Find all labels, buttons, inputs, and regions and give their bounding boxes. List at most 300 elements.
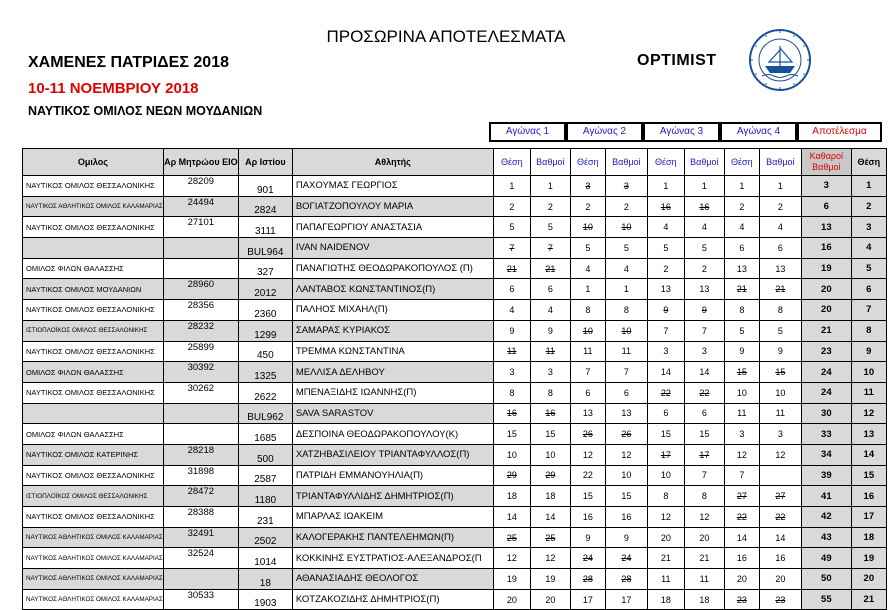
race-points-cell: 9 [605, 527, 647, 548]
federation-logo [748, 28, 812, 92]
sail-number-cell: 2502 [238, 527, 292, 548]
rank-cell: 9 [851, 341, 886, 362]
race-points-cell: 15 [684, 424, 724, 445]
race-points-cell: 6 [684, 403, 724, 424]
table-row [23, 569, 887, 590]
race-points-cell: 1 [605, 279, 647, 300]
race-position-cell: 7 [493, 238, 530, 259]
net-points-cell: 41 [801, 486, 851, 507]
club-cell: ΝΑΥΤΙΚΟΣ ΟΜΙΛΟΣ ΘΕΣΣΑΛΟΝΙΚΗΣ [23, 341, 164, 362]
race-position-cell: 8 [724, 300, 759, 321]
race-position-cell: 28 [570, 569, 605, 590]
club-cell: ΝΑΥΤΙΚΟΣ ΑΘΛΗΤΙΚΟΣ ΟΜΙΛΟΣ ΚΑΛΑΜΑΡΙΑΣ [23, 527, 164, 548]
athlete-cell: ΜΠΕΝΑΞΙΔΗΣ ΙΩΑΝΝΗΣ(Π) [292, 382, 493, 403]
race-position-cell: 20 [724, 569, 759, 590]
race-points-cell [759, 465, 801, 486]
race-position-cell: 16 [647, 196, 684, 217]
table-row [23, 196, 887, 217]
race-position-cell: 21 [493, 258, 530, 279]
race-points-cell: 18 [530, 486, 570, 507]
document-title: ΠΡΟΣΩΡΙΝΑ ΑΠΟΤΕΛΕΣΜΑΤΑ [326, 27, 566, 46]
rank-cell: 14 [851, 444, 886, 465]
athlete-cell: ΑΘΑΝΑΣΙΑΔΗΣ ΘΕΟΛΟΓΟΣ [292, 569, 493, 590]
sail-number-cell: 2360 [238, 300, 292, 321]
race-points-cell: 1 [530, 176, 570, 197]
col-r3-pos: Θέση [647, 149, 684, 176]
eio-cell: 25899 [163, 341, 238, 362]
race-position-cell: 5 [724, 320, 759, 341]
race-position-cell: 11 [493, 341, 530, 362]
race-points-cell: 13 [684, 279, 724, 300]
race-points-cell: 20 [684, 527, 724, 548]
sail-number-cell: 231 [238, 507, 292, 528]
race-position-cell: 6 [570, 382, 605, 403]
eio-cell: 32491 [163, 527, 238, 548]
race-position-cell: 15 [493, 424, 530, 445]
net-points-cell: 24 [801, 382, 851, 403]
club-cell: ΝΑΥΤΙΚΟΣ ΟΜΙΛΟΣ ΚΑΤΕΡΙΝΗΣ [23, 444, 164, 465]
sail-number-cell: 3111 [238, 217, 292, 238]
race-position-cell: 14 [724, 527, 759, 548]
race-points-cell: 7 [684, 320, 724, 341]
sail-number-cell: 901 [238, 176, 292, 197]
rank-cell: 2 [851, 196, 886, 217]
race-points-cell: 21 [530, 258, 570, 279]
eio-cell: 30533 [163, 589, 238, 610]
rank-cell: 17 [851, 507, 886, 528]
race-points-cell: 16 [684, 196, 724, 217]
race-points-cell: 10 [530, 444, 570, 465]
race-points-cell: 14 [684, 362, 724, 383]
race-points-cell: 9 [684, 300, 724, 321]
net-points-cell: 55 [801, 589, 851, 610]
club-cell: ΝΑΥΤΙΚΟΣ ΑΘΛΗΤΙΚΟΣ ΟΜΙΛΟΣ ΚΑΛΑΜΑΡΙΑΣ [23, 569, 164, 590]
net-points-cell: 21 [801, 320, 851, 341]
sail-number-cell: 18 [238, 569, 292, 590]
rank-cell: 16 [851, 486, 886, 507]
race-position-cell: 22 [647, 382, 684, 403]
race-points-cell: 4 [530, 300, 570, 321]
athlete-cell: ΠΑΧΟΥΜΑΣ ΓΕΩΡΓΙΟΣ [292, 176, 493, 197]
sail-number-cell: 1180 [238, 486, 292, 507]
race-points-cell: 8 [530, 382, 570, 403]
race-points-cell: 10 [605, 465, 647, 486]
table-row [23, 341, 887, 362]
race-points-cell: 2 [759, 196, 801, 217]
net-points-cell: 13 [801, 217, 851, 238]
race-points-cell: 23 [759, 589, 801, 610]
race-position-cell: 13 [724, 258, 759, 279]
race-position-cell: 4 [570, 258, 605, 279]
race-points-cell: 6 [759, 238, 801, 259]
race-position-cell: 9 [724, 341, 759, 362]
table-row [23, 279, 887, 300]
eio-cell: 28388 [163, 507, 238, 528]
table-row [23, 382, 887, 403]
club-cell: ΝΑΥΤΙΚΟΣ ΟΜΙΛΟΣ ΘΕΣΣΑΛΟΝΙΚΗΣ [23, 176, 164, 197]
race-points-cell: 7 [684, 465, 724, 486]
race-points-cell: 11 [605, 341, 647, 362]
race-position-cell: 5 [493, 217, 530, 238]
net-points-cell: 24 [801, 362, 851, 383]
net-points-cell: 39 [801, 465, 851, 486]
race-position-cell: 2 [570, 196, 605, 217]
race-position-cell: 3 [647, 341, 684, 362]
race-position-cell: 20 [493, 589, 530, 610]
rank-cell: 5 [851, 258, 886, 279]
race-position-cell: 7 [570, 362, 605, 383]
table-row [23, 217, 887, 238]
col-club: Ομιλος [23, 149, 164, 176]
race-position-cell: 15 [647, 424, 684, 445]
race-points-cell: 14 [759, 527, 801, 548]
eio-cell: 28356 [163, 300, 238, 321]
race-points-cell: 10 [605, 217, 647, 238]
race-points-cell: 11 [530, 341, 570, 362]
race-position-cell: 5 [570, 238, 605, 259]
col-r2-pos: Θέση [570, 149, 605, 176]
athlete-cell: ΤΡΕΜΜΑ ΚΩΝΣΤΑΝΤΙΝΑ [292, 341, 493, 362]
race-position-cell: 26 [570, 424, 605, 445]
club-cell: ΝΑΥΤΙΚΟΣ ΟΜΙΛΟΣ ΘΕΣΣΑΛΟΝΙΚΗΣ [23, 507, 164, 528]
race-points-cell: 6 [605, 382, 647, 403]
club-cell [23, 403, 164, 424]
race-points-cell: 5 [530, 217, 570, 238]
col-r2-pts: Βαθμοί [605, 149, 647, 176]
rank-cell: 4 [851, 238, 886, 259]
race-position-cell: 12 [647, 507, 684, 528]
header-row [23, 149, 887, 176]
race-points-cell: 17 [605, 589, 647, 610]
event-title: ΧΑΜΕΝΕΣ ΠΑΤΡΙΔΕΣ 2018 [28, 54, 229, 71]
race-points-cell: 9 [759, 341, 801, 362]
race-position-cell: 3 [493, 362, 530, 383]
sail-number-cell: 450 [238, 341, 292, 362]
eio-cell: 28232 [163, 320, 238, 341]
table-row [23, 486, 887, 507]
race-points-cell: 1 [759, 176, 801, 197]
rank-cell: 12 [851, 403, 886, 424]
table-row [23, 300, 887, 321]
table-row [23, 589, 887, 610]
race-position-cell: 1 [647, 176, 684, 197]
race-position-cell: 22 [724, 507, 759, 528]
race-points-cell: 9 [530, 320, 570, 341]
eio-cell: 31898 [163, 465, 238, 486]
sail-number-cell: 2012 [238, 279, 292, 300]
race-position-cell: 10 [493, 444, 530, 465]
rank-cell: 13 [851, 424, 886, 445]
race-position-cell: 9 [570, 527, 605, 548]
race-position-cell: 6 [647, 403, 684, 424]
table-row [23, 176, 887, 197]
table-row [23, 465, 887, 486]
race-position-cell: 13 [647, 279, 684, 300]
athlete-cell: ΔΕΣΠΟΙΝΑ ΘΕΟΔΩΡΑΚΟΠΟΥΛΟΥ(Κ) [292, 424, 493, 445]
net-points-cell: 49 [801, 548, 851, 569]
sail-number-cell: 1325 [238, 362, 292, 383]
race-position-cell: 9 [493, 320, 530, 341]
race-position-cell: 5 [647, 238, 684, 259]
race-points-cell: 4 [759, 217, 801, 238]
race-points-cell: 22 [684, 382, 724, 403]
net-points-cell: 30 [801, 403, 851, 424]
race-points-cell: 2 [530, 196, 570, 217]
race-position-cell: 19 [493, 569, 530, 590]
rank-cell: 19 [851, 548, 886, 569]
athlete-cell: ΚΟΚΚΙΝΗΣ ΕΥΣΤΡΑΤΙΟΣ-ΑΛΕΞΑΝΔΡΟΣ(Π [292, 548, 493, 569]
athlete-cell: ΠΑΝΑΓΙΩΤΗΣ ΘΕΟΔΩΡΑΚΟΠΟΥΛΟΣ (Π) [292, 258, 493, 279]
race-points-cell: 3 [759, 424, 801, 445]
athlete-cell: SAVA SARASTOV [292, 403, 493, 424]
race-position-cell: 15 [724, 362, 759, 383]
net-points-cell: 6 [801, 196, 851, 217]
race-points-cell: 16 [605, 507, 647, 528]
race-position-cell: 2 [647, 258, 684, 279]
net-points-cell: 16 [801, 238, 851, 259]
race-points-cell: 10 [605, 320, 647, 341]
race-position-cell: 3 [724, 424, 759, 445]
race-position-cell: 16 [724, 548, 759, 569]
eio-cell: 30392 [163, 362, 238, 383]
sail-number-cell: BUL962 [238, 403, 292, 424]
race-points-cell: 11 [684, 569, 724, 590]
race-position-cell: 16 [493, 403, 530, 424]
eio-cell: 27101 [163, 217, 238, 238]
athlete-cell: ΤΡΙΑΝΤΑΦΥΛΛΙΔΗΣ ΔΗΜΗΤΡΙΟΣ(Π) [292, 486, 493, 507]
race-points-cell: 14 [530, 507, 570, 528]
club-cell: ΝΑΥΤΙΚΟΣ ΟΜΙΛΟΣ ΜΟΥΔΑΝΙΩΝ [23, 279, 164, 300]
table-row [23, 444, 887, 465]
eio-cell [163, 569, 238, 590]
table-row [23, 320, 887, 341]
race-position-cell: 11 [647, 569, 684, 590]
race-3-header: Αγώνας 3 [643, 122, 720, 142]
race-position-cell: 8 [570, 300, 605, 321]
table-row [23, 507, 887, 528]
race-1-header: Αγώνας 1 [489, 122, 566, 142]
club-cell: ΝΑΥΤΙΚΟΣ ΑΘΛΗΤΙΚΟΣ ΟΜΙΛΟΣ ΚΑΛΑΜΑΡΙΑΣ [23, 589, 164, 610]
race-points-cell: 24 [605, 548, 647, 569]
net-points-cell: 50 [801, 569, 851, 590]
race-position-cell: 7 [647, 320, 684, 341]
race-points-cell: 19 [530, 569, 570, 590]
club-cell: ΙΣΤΙΟΠΛΟΪΚΟΣ ΟΜΙΛΟΣ ΘΕΣΣΑΛΟΝΙΚΗΣ [23, 320, 164, 341]
race-points-cell: 15 [605, 486, 647, 507]
eio-cell [163, 258, 238, 279]
rank-cell: 1 [851, 176, 886, 197]
result-header: Αποτέλεσμα [797, 122, 882, 142]
sail-number-cell: 2587 [238, 465, 292, 486]
race-points-cell: 8 [684, 486, 724, 507]
table-row [23, 548, 887, 569]
table-row [23, 527, 887, 548]
race-position-cell: 21 [724, 279, 759, 300]
race-points-cell: 12 [684, 507, 724, 528]
race-position-cell: 8 [493, 382, 530, 403]
boat-class: OPTIMIST [637, 52, 717, 69]
athlete-cell: ΣΑΜΑΡΑΣ ΚΥΡΙΑΚΟΣ [292, 320, 493, 341]
race-position-cell: 29 [493, 465, 530, 486]
race-position-cell: 17 [570, 589, 605, 610]
race-points-cell: 2 [684, 258, 724, 279]
club-cell: ΝΑΥΤΙΚΟΣ ΟΜΙΛΟΣ ΘΕΣΣΑΛΟΝΙΚΗΣ [23, 300, 164, 321]
race-points-cell: 3 [605, 176, 647, 197]
sail-number-cell: 1903 [238, 589, 292, 610]
sail-number-cell: BUL964 [238, 238, 292, 259]
race-points-cell: 21 [684, 548, 724, 569]
race-position-cell: 14 [647, 362, 684, 383]
race-points-cell: 13 [605, 403, 647, 424]
club-cell: ΝΑΥΤΙΚΟΣ ΑΘΛΗΤΙΚΟΣ ΟΜΙΛΟΣ ΚΑΛΑΜΑΡΙΑΣ [23, 196, 164, 217]
athlete-cell: ΠΑΤΡΙΔΗ ΕΜΜΑΝΟΥΗΛΙΑ(Π) [292, 465, 493, 486]
athlete-cell: ΛΑΝΤΑΒΟΣ ΚΩΝΣΤΑΝΤΙΝΟΣ(Π) [292, 279, 493, 300]
col-r3-pts: Βαθμοί [684, 149, 724, 176]
race-position-cell: 12 [570, 444, 605, 465]
eio-cell: 24494 [163, 196, 238, 217]
rank-cell: 8 [851, 320, 886, 341]
col-net-points: Καθαροί Βαθμοί [801, 149, 851, 176]
club-cell: ΝΑΥΤΙΚΟΣ ΟΜΙΛΟΣ ΘΕΣΣΑΛΟΝΙΚΗΣ [23, 382, 164, 403]
rank-cell: 7 [851, 300, 886, 321]
col-r4-pts: Βαθμοί [759, 149, 801, 176]
rank-cell: 20 [851, 569, 886, 590]
race-points-cell: 15 [759, 362, 801, 383]
athlete-cell: ΠΑΠΑΓΕΩΡΓΙΟΥ ΑΝΑΣΤΑΣΙΑ [292, 217, 493, 238]
table-row [23, 424, 887, 445]
eio-cell [163, 238, 238, 259]
race-position-cell: 1 [724, 176, 759, 197]
race-position-cell: 10 [570, 320, 605, 341]
race-4-header: Αγώνας 4 [720, 122, 797, 142]
net-points-cell: 42 [801, 507, 851, 528]
race-position-cell: 16 [570, 507, 605, 528]
race-points-cell: 21 [759, 279, 801, 300]
sail-number-cell: 327 [238, 258, 292, 279]
race-position-cell: 3 [570, 176, 605, 197]
race-position-cell: 2 [724, 196, 759, 217]
race-points-cell: 12 [759, 444, 801, 465]
race-position-cell: 13 [570, 403, 605, 424]
athlete-cell: ΚΟΤΖΑΚΟΖΙΔΗΣ ΔΗΜΗΤΡΙΟΣ(Π) [292, 589, 493, 610]
col-athlete: Αθλητής [292, 149, 493, 176]
col-rank: Θέση [851, 149, 886, 176]
race-position-cell: 6 [724, 238, 759, 259]
net-points-cell: 3 [801, 176, 851, 197]
race-position-cell: 17 [647, 444, 684, 465]
net-points-cell: 33 [801, 424, 851, 445]
race-points-cell: 10 [759, 382, 801, 403]
race-position-cell: 11 [570, 341, 605, 362]
race-points-cell: 1 [684, 176, 724, 197]
race-points-cell: 18 [684, 589, 724, 610]
rank-cell: 15 [851, 465, 886, 486]
rank-cell: 18 [851, 527, 886, 548]
race-points-cell: 5 [684, 238, 724, 259]
race-position-cell: 20 [647, 527, 684, 548]
club-cell [23, 238, 164, 259]
rank-cell: 11 [851, 382, 886, 403]
organizing-club: ΝΑΥΤΙΚΟΣ ΟΜΙΛΟΣ ΝΕΩΝ ΜΟΥΔΑΝΙΩΝ [28, 104, 263, 118]
race-points-cell: 12 [605, 444, 647, 465]
net-points-cell: 43 [801, 527, 851, 548]
col-eio: Αρ Μητρώου ΕΙΟ [163, 149, 238, 176]
rank-cell: 21 [851, 589, 886, 610]
table-row [23, 362, 887, 383]
net-points-cell: 34 [801, 444, 851, 465]
net-points-cell: 20 [801, 279, 851, 300]
race-points-cell: 7 [530, 238, 570, 259]
net-points-cell: 19 [801, 258, 851, 279]
race-points-cell: 13 [759, 258, 801, 279]
athlete-cell: ΒΟΓΙΑΤΖΟΠΟΥΛΟΥ ΜΑΡΙΑ [292, 196, 493, 217]
race-points-cell: 5 [605, 238, 647, 259]
club-cell: ΟΜΙΛΟΣ ΦΙΛΩΝ ΘΑΛΑΣΣΗΣ [23, 424, 164, 445]
eio-cell: 28960 [163, 279, 238, 300]
table-row [23, 403, 887, 424]
race-position-cell: 1 [493, 176, 530, 197]
athlete-cell: ΜΕΛΛΙΣΑ ΔΕΛΗΒΟΥ [292, 362, 493, 383]
race-position-cell: 9 [647, 300, 684, 321]
col-r1-pos: Θέση [493, 149, 530, 176]
event-dates: 10-11 ΝΟΕΜΒΡΙΟΥ 2018 [28, 80, 199, 97]
club-cell: ΟΜΙΛΟΣ ΦΙΛΩΝ ΘΑΛΑΣΣΗΣ [23, 362, 164, 383]
race-points-cell: 3 [530, 362, 570, 383]
race-points-cell: 16 [759, 548, 801, 569]
race-position-cell: 10 [570, 217, 605, 238]
race-position-cell: 6 [493, 279, 530, 300]
race-position-cell: 22 [570, 465, 605, 486]
race-points-cell: 7 [605, 362, 647, 383]
sail-number-cell: 1299 [238, 320, 292, 341]
club-cell: ΙΣΤΙΟΠΛΟΪΚΟΣ ΟΜΙΛΟΣ ΘΕΣΣΑΛΟΝΙΚΗΣ [23, 486, 164, 507]
eio-cell: 28218 [163, 444, 238, 465]
race-points-cell: 22 [759, 507, 801, 528]
race-position-cell: 11 [724, 403, 759, 424]
results-table [22, 148, 887, 610]
race-points-cell: 4 [605, 258, 647, 279]
race-position-cell: 21 [647, 548, 684, 569]
athlete-cell: IVAN NAIDENOV [292, 238, 493, 259]
race-position-cell: 24 [570, 548, 605, 569]
sail-number-cell: 1685 [238, 424, 292, 445]
race-position-cell: 27 [724, 486, 759, 507]
col-sail: Αρ Ιστίου [238, 149, 292, 176]
race-position-cell: 12 [493, 548, 530, 569]
race-points-cell: 20 [530, 589, 570, 610]
race-position-cell: 18 [493, 486, 530, 507]
race-position-cell: 14 [493, 507, 530, 528]
race-points-cell: 27 [759, 486, 801, 507]
rank-cell: 6 [851, 279, 886, 300]
sail-number-cell: 500 [238, 444, 292, 465]
table-row [23, 258, 887, 279]
athlete-cell: ΧΑΤΖΗΒΑΣΙΛΕΙΟΥ ΤΡΙΑΝΤΑΦΥΛΛΟΣ(Π) [292, 444, 493, 465]
race-points-cell: 17 [684, 444, 724, 465]
race-points-cell: 15 [530, 424, 570, 445]
sail-number-cell: 2824 [238, 196, 292, 217]
rank-cell: 10 [851, 362, 886, 383]
eio-cell [163, 403, 238, 424]
race-position-cell: 4 [647, 217, 684, 238]
race-position-cell: 12 [724, 444, 759, 465]
eio-cell [163, 424, 238, 445]
race-position-cell: 15 [570, 486, 605, 507]
race-points-cell: 28 [605, 569, 647, 590]
club-cell: ΝΑΥΤΙΚΟΣ ΟΜΙΛΟΣ ΘΕΣΣΑΛΟΝΙΚΗΣ [23, 465, 164, 486]
club-cell: ΝΑΥΤΙΚΟΣ ΟΜΙΛΟΣ ΘΕΣΣΑΛΟΝΙΚΗΣ [23, 217, 164, 238]
race-position-cell: 2 [493, 196, 530, 217]
